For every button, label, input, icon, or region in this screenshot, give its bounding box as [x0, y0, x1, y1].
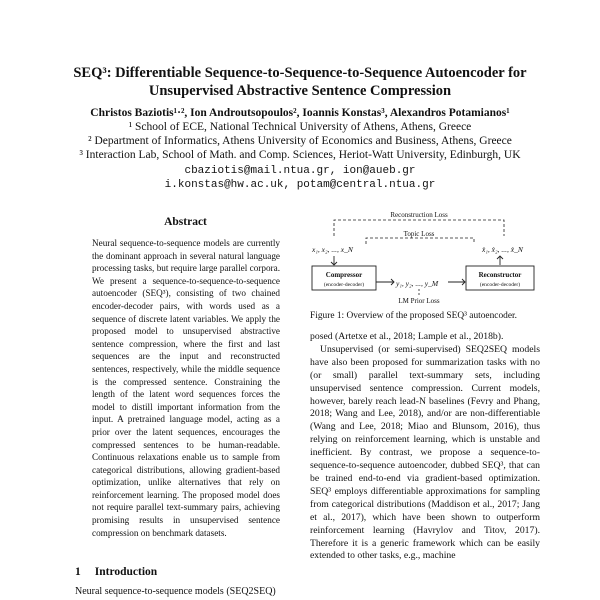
affiliation-3: ³ Interaction Lab, School of Math. and Comp. Sciences, Heriot-Watt University, Edinburgh, UK: [79, 149, 521, 161]
topic-loss-line: [366, 238, 474, 244]
output-sequence: x̂₁, x̂₂, ..., x̂_N: [482, 245, 523, 254]
right-paragraph-1: posed (Artetxe et al., 2018; Lample et al., 2018b).: [310, 331, 504, 342]
author-block: [40, 106, 560, 162]
right-paragraph-2: Unsupervised (or semi-supervised) SEQ2SEQ models have also been proposed for summarization tasks with no (or small) parallel text-summary sets, including unsupervised sentence compression. Current models, however, barely reach lead-N baselines (Fevry and Phang, 2018; Wang and Lee, 2018), and/or are non-differentiable (Wang and Lee, 2018; Miao and Blunsom, 2016), thus relying on reinforcement learning, which is unstable and inefficient. By contrast, we propose a sequence-to-sequence-to-sequence autoencoder, dubbed SEQ³, that can be trained end-to-end via gradient-based optimization. SEQ³ employs differentiable approximations for sampling from categorical distributions (Maddison et al., 2017; Jang et al., 2017), which have been shown to outperform reinforcement learning (Havrylov and Titov, 2017). Therefore it is a generic framework which can be easily extended to other tasks, e.g., machine: [310, 343, 540, 562]
section-heading: [75, 566, 171, 578]
latent-sequence: y₁, y₂, ..., y_M: [396, 279, 439, 288]
section-number: 1: [75, 566, 81, 578]
reconstruction-loss-label: Reconstruction Loss: [390, 211, 448, 219]
affiliation-1: ¹ School of ECE, National Technical University of Athens, Athens, Greece: [128, 121, 472, 133]
email-line-1: cbaziotis@mail.ntua.gr, ion@aueb.gr: [184, 165, 416, 177]
email-block: [40, 164, 560, 192]
topic-loss-label: Topic Loss: [403, 230, 435, 238]
email-line-2: i.konstas@hw.ac.uk, potam@central.ntua.gr: [164, 179, 436, 191]
reconstructor-sublabel: (encoder-decoder): [479, 282, 521, 288]
section-title: Introduction: [94, 566, 158, 578]
compressor-label: Compressor: [325, 271, 363, 279]
figure-caption: Figure 1: Overview of the proposed SEQ³ autoencoder.: [310, 311, 517, 321]
intro-first-line: Neural sequence-to-sequence models (SEQ2SEQ): [75, 586, 276, 597]
compressor-sublabel: (encoder-decoder): [323, 282, 365, 288]
abstract-text: Neural sequence-to-sequence models are currently the dominant approach in several natural language processing tasks, but require large parallel corpora. We present a sequence-to-sequence-to-sequence autoencoder (SEQ³), consisting of two chained encoder-decoder pairs, with words used as a sequence of discrete latent variables. We apply the proposed model to unsupervised abstractive sentence compression, where the first and last sequences are the input and reconstructed sentences, respectively, while the middle sequence is the compressed sentence. Constraining the length of the latent word sequences forces the model to distill important information from the input. A pretrained language model, acting as a prior over the latent sequences, encourages the compressed sentences to be human-readable. Continuous relaxations enable us to sample from categorical distributions, allowing gradient-based optimization, unlike alternatives that rely on reinforcement learning. The proposed model does not require parallel text-summary pairs, achieving promising results in unsupervised sentence compression on benchmark datasets.: [92, 238, 280, 538]
input-sequence: x₁, x₂, ..., x_N: [312, 245, 353, 254]
paper-title: SEQ³: Differentiable Sequence-to-Sequence-to-Sequence Autoencoder for Unsupervised Abstractive Sentence Compression: [73, 65, 527, 99]
lm-prior-loss-label: LM Prior Loss: [398, 297, 440, 305]
abstract-heading: Abstract: [164, 216, 207, 228]
reconstructor-label: Reconstructor: [478, 271, 522, 279]
seq3-architecture-diagram: [304, 206, 540, 306]
affiliation-2: ² Department of Informatics, Athens University of Economics and Business, Athens, Greece: [88, 135, 512, 147]
author-names: Christos Baziotis¹·², Ion Androutsopoulos², Ioannis Konstas³, Alexandros Potamianos¹: [90, 107, 510, 119]
right-column-text: [310, 331, 540, 563]
